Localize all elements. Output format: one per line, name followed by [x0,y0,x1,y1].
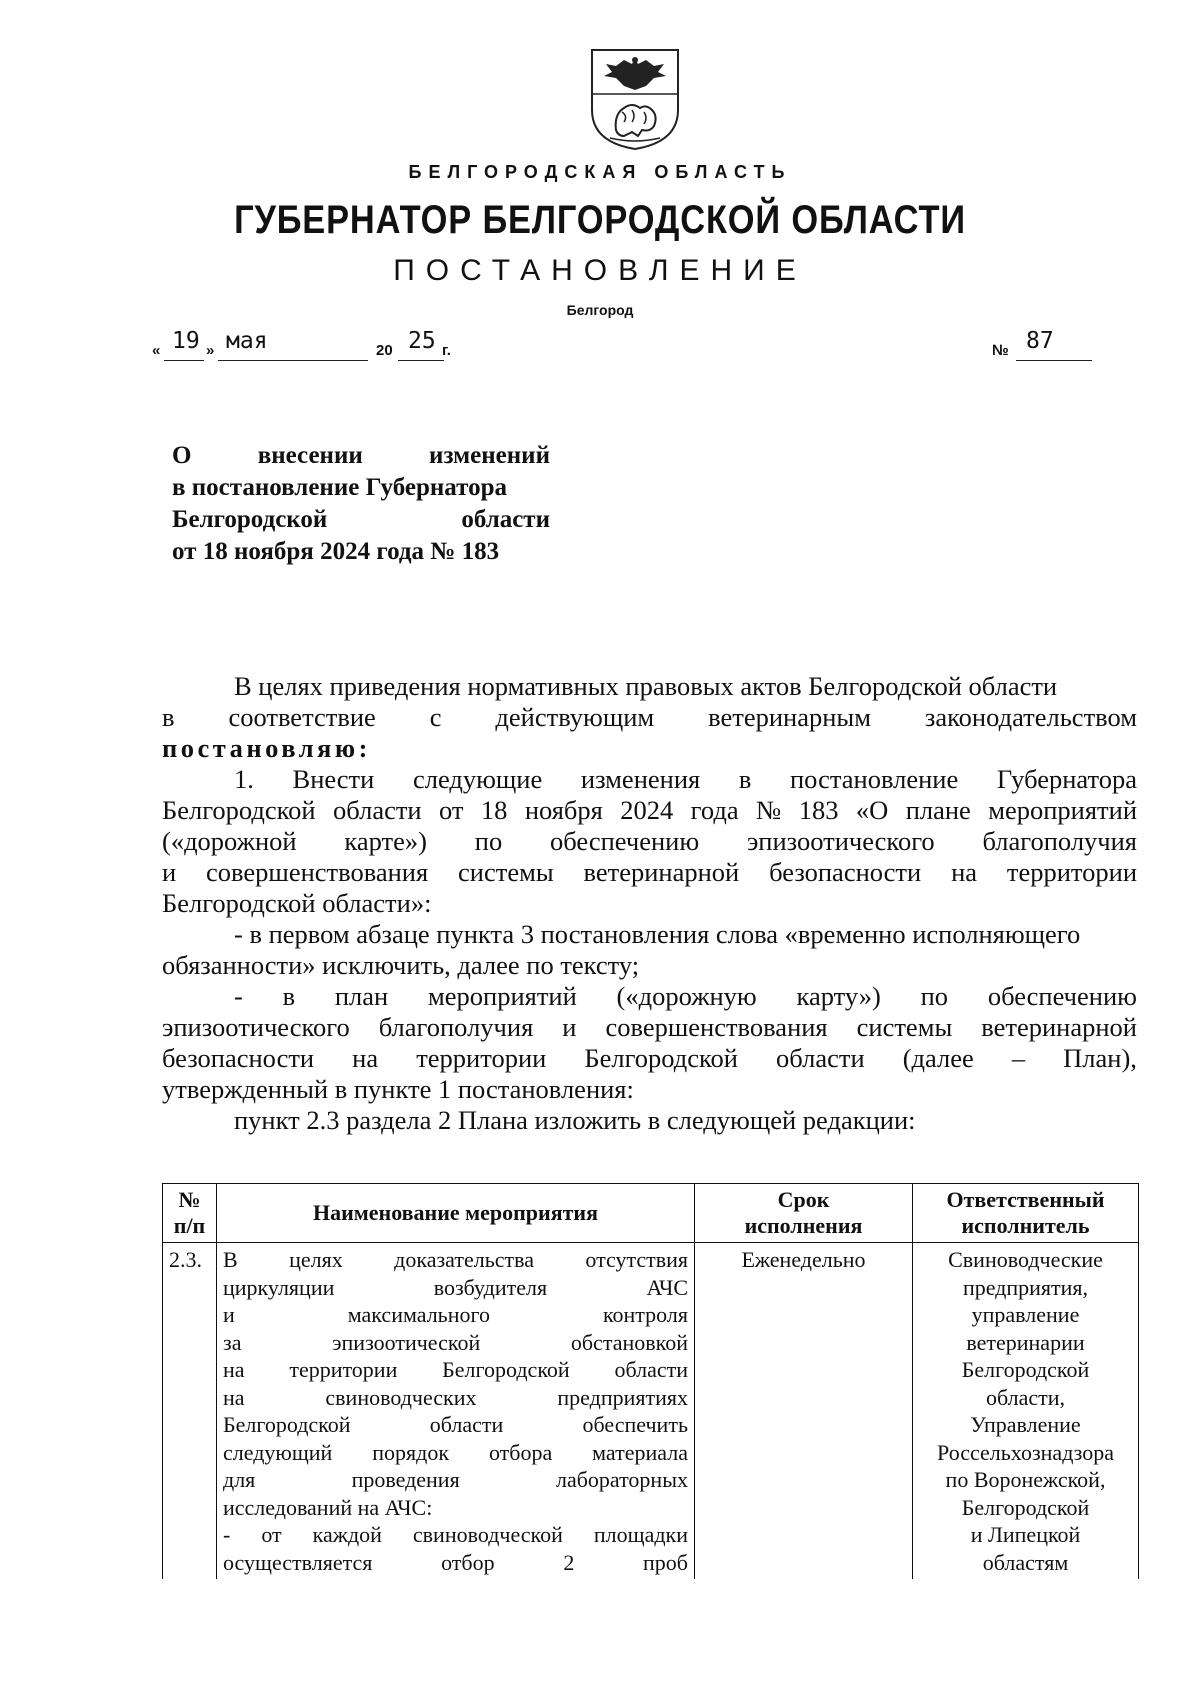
p2-line-1 [162,764,1137,795]
cell-line: следующий порядок отбора материала [223,1439,688,1465]
cell-line: Белгородской [961,1357,1090,1382]
subject-line-4: от 18 ноября 2024 года № 183 [172,538,500,565]
cell-line: управление [971,1302,1080,1327]
cell-line: по Воронежской, [945,1467,1106,1492]
cell-line: для проведения лабораторных [223,1467,688,1492]
word: план [334,981,389,1011]
word: № [756,795,782,825]
word: ветеринарной [981,1012,1137,1042]
month-underline [218,360,368,361]
cell-line: предприятия, [962,1274,1089,1300]
p2-line-4 [162,857,1137,888]
p2-line-5: Белгородской области»: [162,888,432,918]
p2-line-2 [162,795,1137,826]
date-year: 25 [408,328,436,354]
word: 18 [480,795,508,825]
document-subject [172,440,550,568]
header-num-line: п/п [173,1213,206,1238]
word: ноября [524,795,603,825]
word: ветеринарной [583,857,740,887]
p4-line-3 [162,1043,1137,1074]
word: от [439,795,464,825]
cell-line: ветеринарии [966,1329,1085,1355]
cell-line: Россельхознадзора [937,1439,1114,1465]
word: – [1011,1043,1026,1073]
word: и [562,1012,577,1042]
region-name: БЕЛГОРОДСКАЯ ОБЛАСТЬ [408,162,792,182]
cell-line: и Липецкой [970,1522,1081,1547]
word: благополучия [982,826,1137,856]
word: (далее [902,1043,974,1073]
cell-line: исследований на АЧС: [223,1494,433,1520]
word: законодательством [924,702,1137,732]
word: Губернатора [996,764,1137,794]
document-type: ПОСТАНОВЛЕНИЕ [393,254,807,287]
cell-line: - от каждой свиноводческой площадки [223,1522,688,1547]
word: 1. [234,764,254,794]
p3-line-1: - в первом абзаце пункта 3 постановления слова «временно исполняющего [234,919,1081,949]
word: («дорожную [616,981,757,1011]
number-label: № [992,342,1009,359]
cell-line: Белгородской области обеспечить [223,1412,688,1437]
subject-word: Белгородской [172,506,328,533]
row-name [217,1243,695,1580]
city-name: Белгород [566,302,634,318]
word: в [738,764,752,794]
word: по [474,826,503,856]
date-day: 19 [172,328,200,354]
p4-line-4: утвержденный в пункте 1 постановления: [162,1074,634,1104]
header-resp-line: Ответственный [946,1187,1105,1212]
word: мероприятий [988,795,1137,825]
word: 2024 [620,795,674,825]
year-prefix: 20 [376,342,393,359]
cell-line: областям [982,1549,1069,1575]
word: эпизоотического [162,1012,350,1042]
word: эпизоотического [746,826,935,856]
number-underline [1016,360,1092,361]
day-underline [164,360,204,361]
cell-line: области, [985,1384,1066,1410]
year-mark: г. [442,342,451,359]
header-term [695,1184,913,1243]
word: по [920,981,949,1011]
header-resp [913,1184,1139,1243]
word: следующие [412,764,543,794]
word: благополучия [378,1012,534,1042]
cell-line: осуществляется отбор 2 проб [223,1549,688,1575]
subject-word: внесении [257,442,363,469]
body-text [162,671,1137,1136]
word: с [429,702,442,732]
word: территории [416,1043,547,1073]
word: 183 [798,795,839,825]
word: соответствие [228,702,376,732]
plan-table [162,1183,1139,1579]
word: и [162,857,177,887]
year-underline [398,360,444,361]
word: обеспечению [987,981,1137,1011]
cell-line: на свиноводческих предприятиях [223,1384,688,1410]
word: обеспечению [550,826,700,856]
word: карте») [344,826,427,856]
date-line [152,328,462,362]
subject-line-1 [172,440,550,472]
word: - [234,981,243,1011]
quote-open: « [152,342,161,359]
quote-close: » [206,342,215,359]
header-name: Наименование мероприятия [217,1184,695,1243]
word: План), [1063,1043,1137,1073]
subject-word: изменений [429,442,550,469]
cell-line: Управление [970,1412,1081,1437]
word: мероприятий [428,981,577,1011]
cell-line: на территории Белгородской области [223,1357,688,1382]
word: («дорожной [162,826,297,856]
word: в [282,981,296,1011]
word: действующим [495,702,655,732]
word: безопасности [769,857,922,887]
cell-line: за эпизоотической обстановкой [223,1329,688,1355]
word: на [352,1043,379,1073]
word: плане [905,795,971,825]
word: безопасности [162,1043,315,1073]
p1-line-2 [162,702,1137,733]
word: постановление [790,764,959,794]
row-resp [913,1243,1139,1580]
p3-line-2: обязанности» исключить, далее по тексту; [162,950,640,980]
word: изменения [580,764,701,794]
p4-line-2 [162,1012,1137,1043]
header-resp-line: исполнитель [961,1213,1090,1238]
p1-line-1: В целях приведения нормативных правовых актов Белгородской области [234,671,1058,701]
table-row [163,1243,1139,1580]
subject-line-3 [172,504,550,536]
word: территории [1006,857,1137,887]
word: карту») [796,981,881,1011]
p5-line-1: пункт 2.3 раздела 2 Плана изложить в следующей редакции: [234,1105,916,1135]
word: ветеринарным [708,702,871,732]
word: Белгородской [584,1043,738,1073]
p4-line-1 [162,981,1137,1012]
p2-line-3 [162,826,1137,857]
row-term: Еженедельно [695,1243,913,1580]
cell-line: Белгородской [961,1494,1090,1520]
document-number: 87 [1026,328,1054,354]
word: года [690,795,739,825]
cell-line: В целях доказательства отсутствия [223,1247,688,1272]
number-line [992,328,1102,362]
header-num-line: № [178,1187,201,1212]
cell-line: циркуляции возбудителя АЧС [223,1274,688,1300]
table-header-row [163,1184,1139,1243]
word: совершенствования [206,857,429,887]
issuer-title: ГУБЕРНАТОР БЕЛГОРОДСКОЙ ОБЛАСТИ [234,198,966,242]
word: системы [856,1012,953,1042]
subject-line-2: в постановление Губернатора [172,474,507,501]
word: «О [855,795,889,825]
word: совершенствования [605,1012,828,1042]
word: области [333,795,422,825]
word: в [162,702,175,732]
word: Белгородской [162,795,316,825]
date-month: мая [226,328,268,354]
cell-line: и максимального контроля [223,1302,688,1327]
word: области [776,1043,865,1073]
resolve-word: постановляю: [162,733,371,763]
header-num [163,1184,217,1243]
row-num: 2.3. [163,1243,217,1580]
subject-word: области [461,506,550,533]
coat-of-arms-icon [588,46,682,152]
cell-line: Свиноводческие [948,1247,1103,1272]
word: на [951,857,978,887]
word: системы [458,857,554,887]
word: Внести [292,764,375,794]
subject-word: О [172,442,192,469]
header-term-line: исполнения [744,1213,863,1238]
header-term-line: Срок [777,1187,830,1212]
